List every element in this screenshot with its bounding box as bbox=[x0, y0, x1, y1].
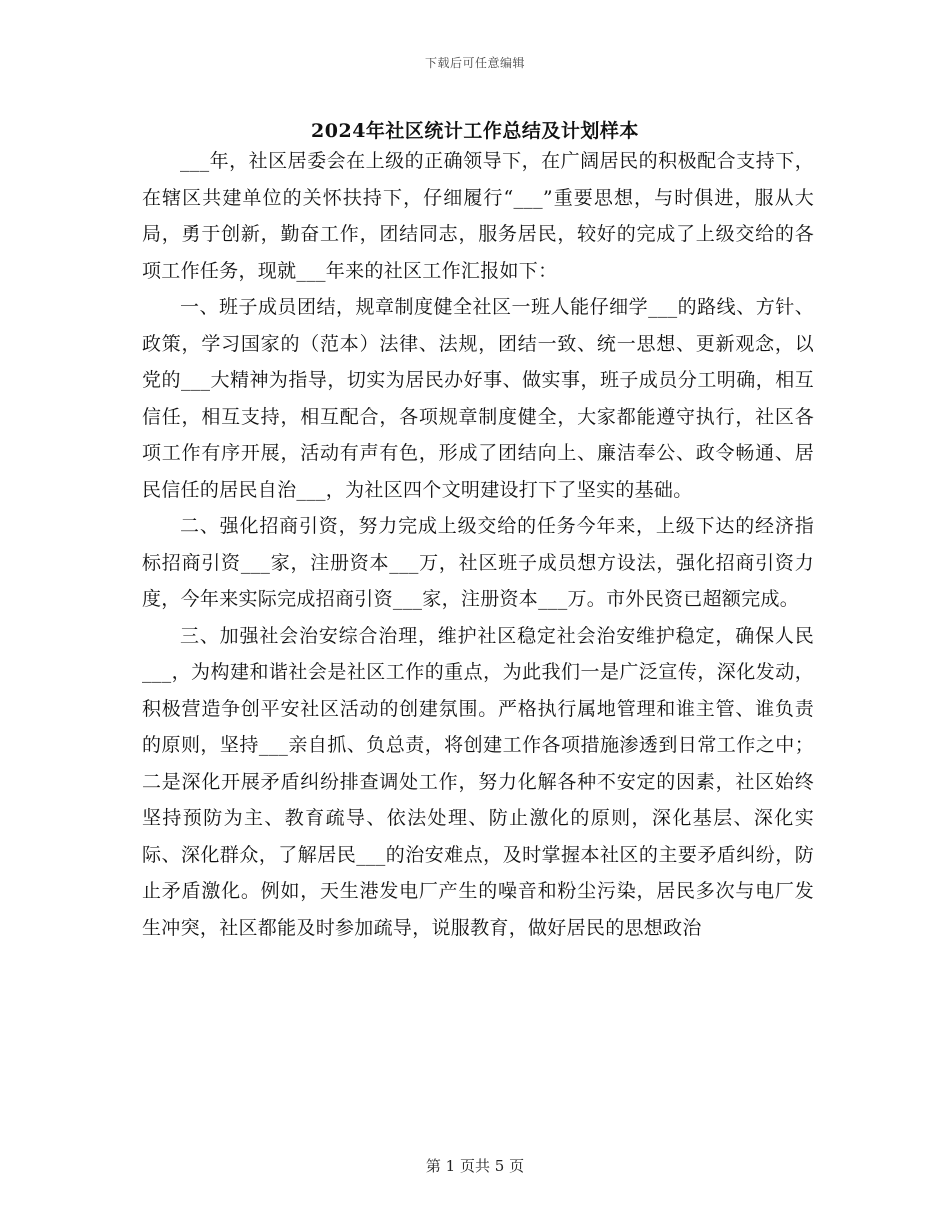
page-number: 第 1 页共 5 页 bbox=[425, 1157, 525, 1175]
document-title: 2024年社区统计工作总结及计划样本 bbox=[311, 120, 639, 142]
paragraph-section-1: 一、班子成员团结，规章制度健全社区一班人能仔细学___的路线、方针、政策，学习国家的（范本）法律、法规，团结一致、统一思想、更新观念，以党的___大精神为指导，切实为居民办好事、做实事，班子成员分工明确，相互信任，相互支持，相互配合，各项规章制度健全，大家都能遵守执行，社区各项工作有序开展，活动有声有色，形成了团结向上、廉洁奉公、政令畅通、居民信任的居民自治___，为社区四个文明建设打下了坚实的基础。 bbox=[142, 296, 814, 501]
page-header-note: 下载后可任意编辑 bbox=[424, 56, 525, 70]
document-body bbox=[142, 143, 814, 946]
paragraph-section-2: 二、强化招商引资，努力完成上级交给的任务今年来，上级下达的经济指标招商引资___家，注册资本___万，社区班子成员想方设法，强化招商引资力度，今年来实际完成招商引资___家，注册资本___万。市外民资已超额完成。 bbox=[142, 515, 814, 610]
paragraph-section-3: 三、加强社会治安综合治理，维护社区稳定社会治安维护稳定，确保人民___，为构建和谐社会是社区工作的重点，为此我们一是广泛宣传，深化发动，积极营造争创平安社区活动的创建氛围。严格执行属地管理和谁主管、谁负责的原则，坚持___亲自抓、负总责，将创建工作各项措施渗透到日常工作之中；二是深化开展矛盾纠纷排查调处工作，努力化解各种不安定的因素，社区始终坚持预防为主、教育疏导、依法处理、防止激化的原则，深化基层、深化实际、深化群众，了解居民___的治安难点，及时掌握本社区的主要矛盾纠纷，防止矛盾激化。例如，天生港发电厂产生的噪音和粉尘污染，居民多次与电厂发生冲突，社区都能及时参加疏导，说服教育，做好居民的思想政治 bbox=[142, 624, 814, 939]
paragraph-intro: ___年，社区居委会在上级的正确领导下，在广阔居民的积极配合支持下，在辖区共建单位的关怀扶持下，仔细履行“___”重要思想，与时俱进，服从大局，勇于创新，勤奋工作，团结同志，服务居民，较好的完成了上级交给的各项工作任务，现就___年来的社区工作汇报如下： bbox=[142, 150, 814, 282]
